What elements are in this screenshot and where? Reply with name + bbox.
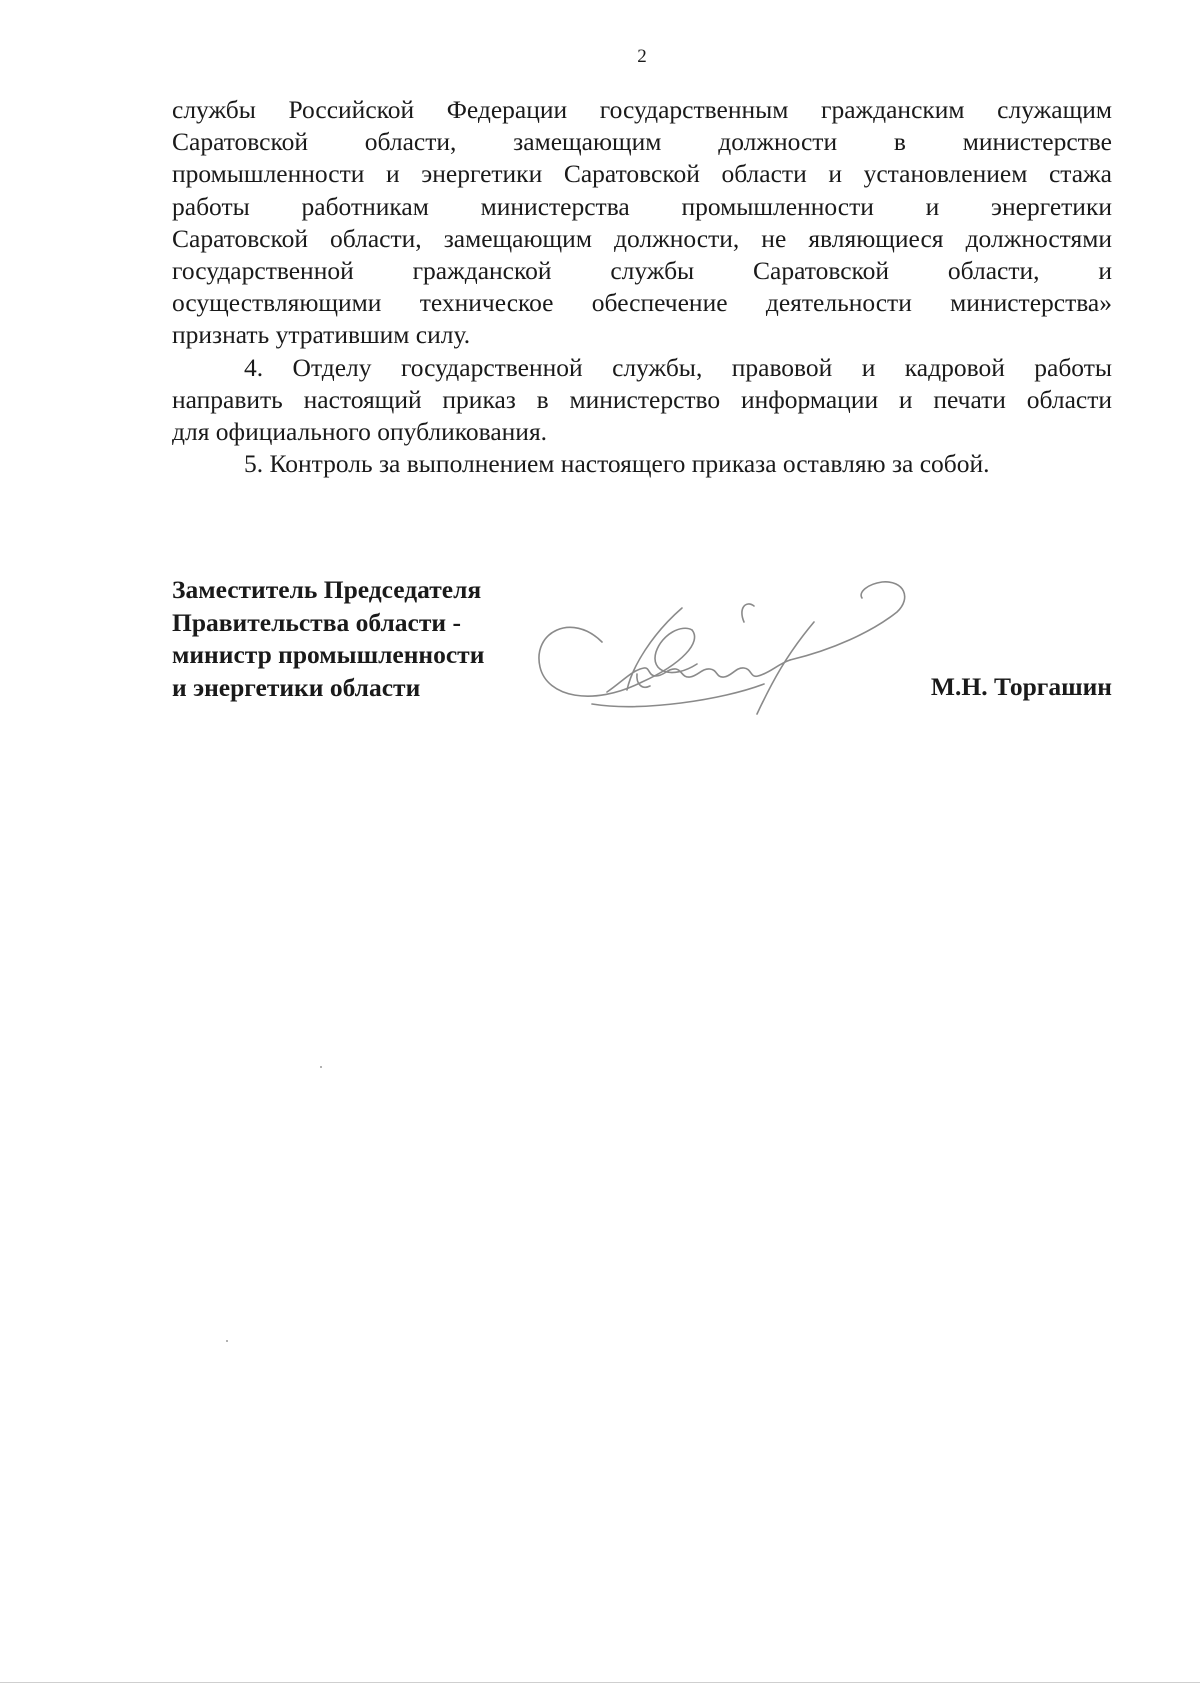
- paragraph-line: признать утратившим силу.: [172, 320, 471, 350]
- paragraph-line: 5. Контроль за выполнением настоящего приказа оставляю за собой.: [244, 449, 990, 479]
- paragraph-line: работы работникам министерства промышленности и энергетики: [172, 191, 1112, 221]
- signer-position-line: Заместитель Председателя: [172, 575, 482, 604]
- paragraph-line: Саратовской области, замещающим должности в министерстве: [172, 127, 1112, 157]
- signer-position-line: и энергетики области: [172, 672, 421, 702]
- document-body: [172, 94, 1112, 480]
- paragraph-line: промышленности и энергетики Саратовской области и установлением стажа: [172, 159, 1112, 189]
- signer-name: М.Н. Торгашин: [930, 672, 1112, 701]
- scan-speck: [320, 1066, 322, 1068]
- scan-edge-line: [0, 1682, 1200, 1683]
- paragraph-line: осуществляющими техническое обеспечение деятельности министерства»: [172, 288, 1112, 318]
- paragraph-line: для официального опубликования.: [172, 417, 548, 447]
- paragraph-3-continued: [172, 94, 1112, 352]
- paragraph-line: 4. Отделу государственной службы, правовой и кадровой работы: [244, 352, 1112, 382]
- paragraph-line: службы Российской Федерации государственным гражданским служащим: [172, 95, 1112, 124]
- handwritten-signature: [532, 572, 932, 732]
- signature-block: [172, 574, 1112, 734]
- signer-position-line: Правительства области -: [172, 607, 461, 637]
- paragraph-5: [172, 448, 1112, 480]
- scan-speck: [226, 1340, 228, 1342]
- paragraph-line: государственной гражданской службы Саратовской области, и: [172, 256, 1112, 286]
- paragraph-line: направить настоящий приказ в министерство информации и печати области: [172, 384, 1112, 414]
- paragraph-4: [172, 352, 1112, 449]
- signer-position-line: министр промышленности: [172, 640, 485, 669]
- page-number: 2: [637, 46, 647, 67]
- paragraph-line: Саратовской области, замещающим должности, не являющиеся должностями: [172, 223, 1112, 253]
- signer-position: [172, 574, 484, 704]
